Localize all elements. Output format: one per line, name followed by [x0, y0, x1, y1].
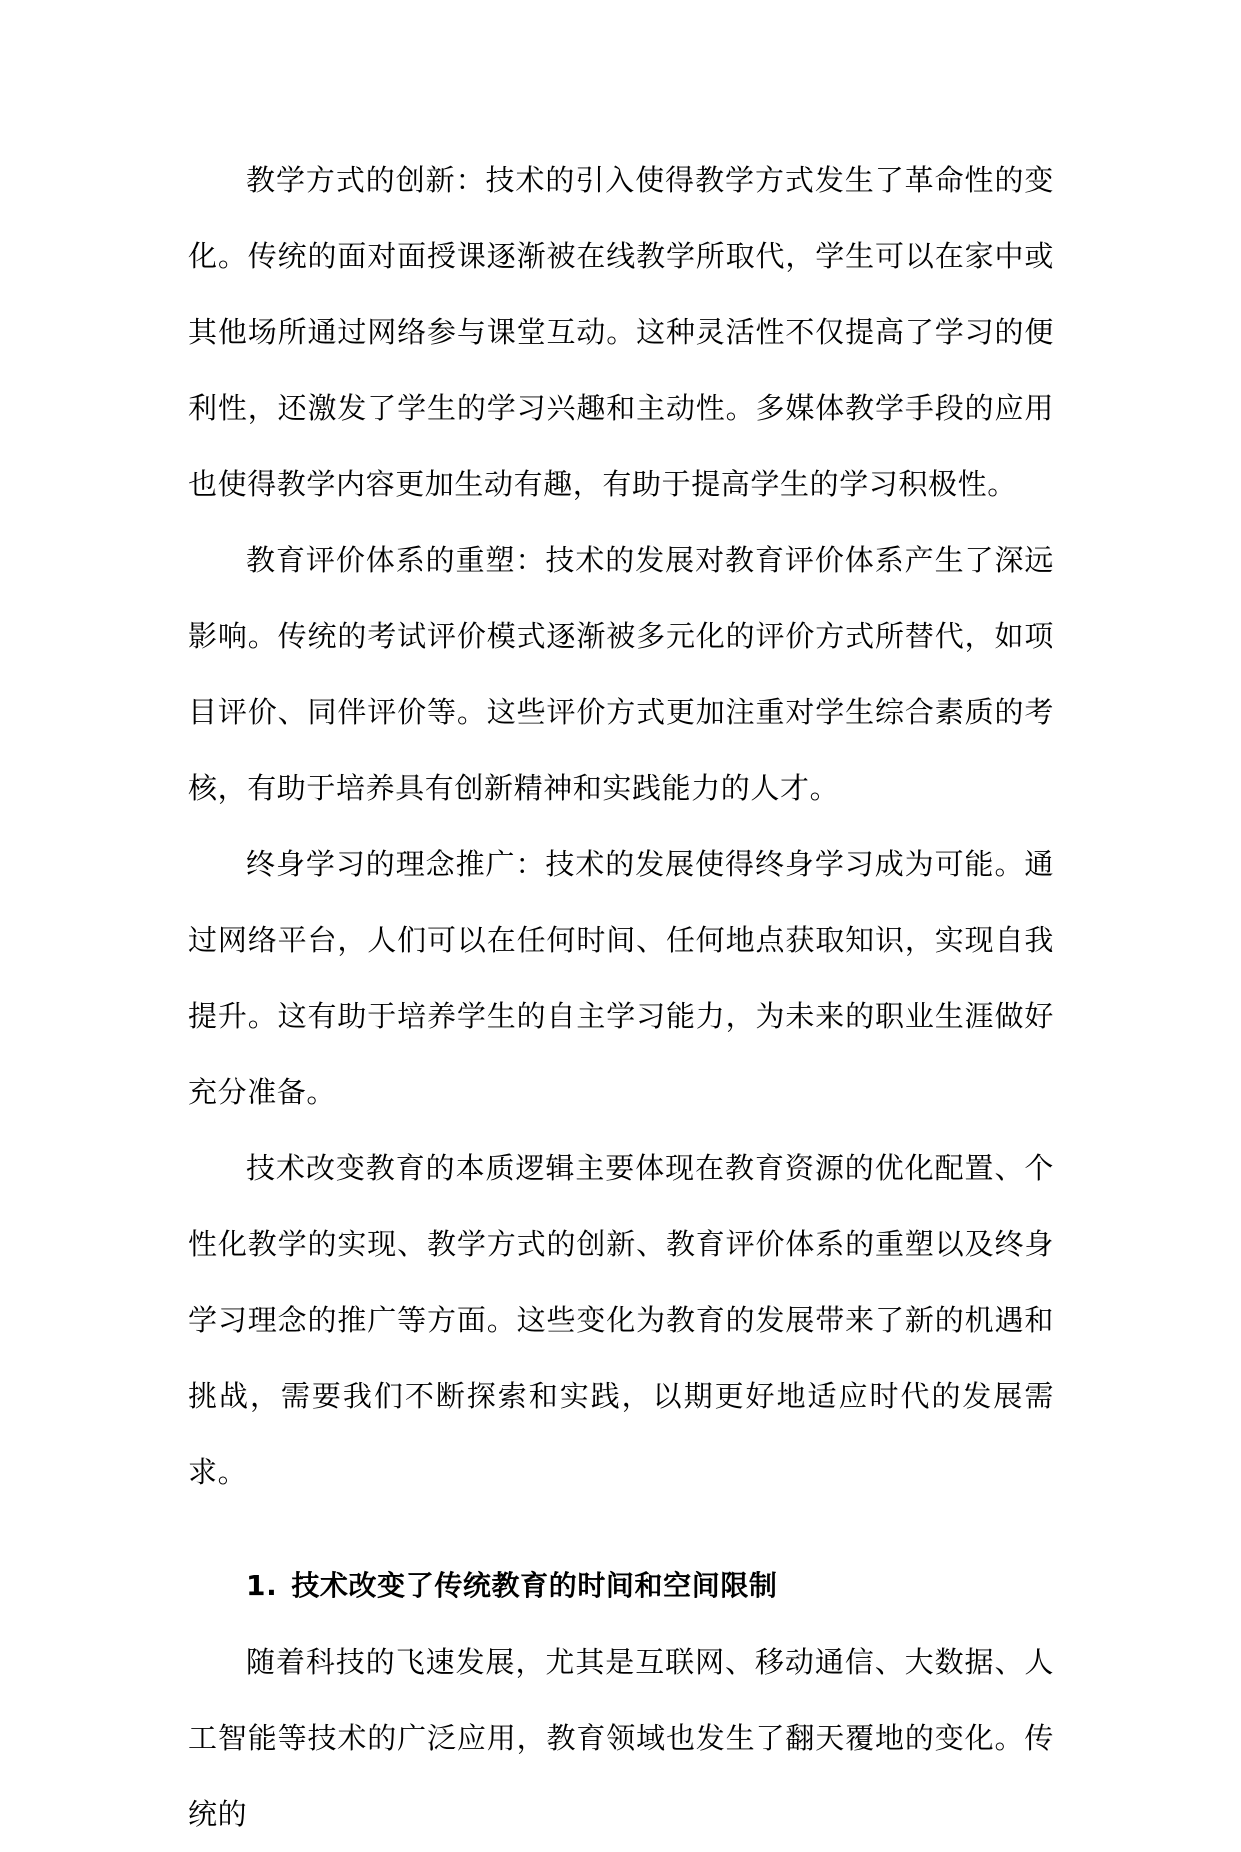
paragraph-summary: 技术改变教育的本质逻辑主要体现在教育资源的优化配置、个性化教学的实现、教学方式的创新、教育评价体系的重塑以及终身学习理念的推广等方面。这些变化为教育的发展带来了新的机遇和挑战，需要我们不断探索和实践，以期更好地适应时代的发展需求。 [188, 1151, 1054, 1489]
paragraph-evaluation-reform: 教育评价体系的重塑：技术的发展对教育评价体系产生了深远影响。传统的考试评价模式逐渐被多元化的评价方式所替代，如项目评价、同伴评价等。这些评价方式更加注重对学生综合素质的考核，有助于培养具有创新精神和实践能力的人才。 [188, 543, 1054, 805]
paragraph-section-intro: 随着科技的飞速发展，尤其是互联网、移动通信、大数据、人工智能等技术的广泛应用，教育领域也发生了翻天覆地的变化。传统的 [188, 1645, 1054, 1831]
section-heading [188, 1548, 1054, 1624]
paragraph-lifelong-learning: 终身学习的理念推广：技术的发展使得终身学习成为可能。通过网络平台，人们可以在任何时间、任何地点获取知识，实现自我提升。这有助于培养学生的自主学习能力，为未来的职业生涯做好充分准备。 [188, 847, 1054, 1109]
section-title: 技术改变了传统教育的时间和空间限制 [291, 1569, 778, 1602]
section-number: 1. [246, 1569, 278, 1602]
paragraph-teaching-innovation: 教学方式的创新：技术的引入使得教学方式发生了革命性的变化。传统的面对面授课逐渐被在线教学所取代，学生可以在家中或其他场所通过网络参与课堂互动。这种灵活性不仅提高了学习的便利性，还激发了学生的学习兴趣和主动性。多媒体教学手段的应用也使得教学内容更加生动有趣，有助于提高学生的学习积极性。 [188, 163, 1054, 501]
document-body [188, 142, 1054, 1852]
